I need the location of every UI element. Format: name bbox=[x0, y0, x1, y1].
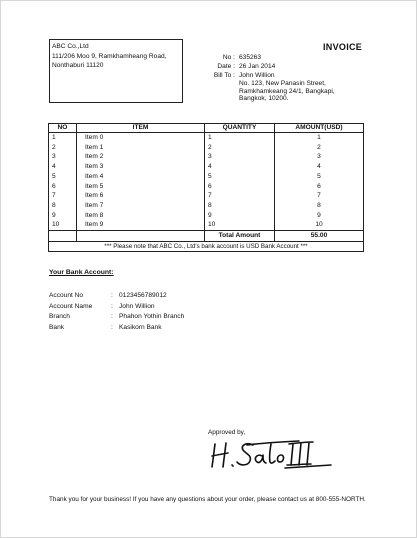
bank-row-label: Branch bbox=[49, 313, 70, 320]
bill-to-address-line1: No. 123, New Panasin Street, bbox=[239, 80, 326, 87]
row-amount: 8 bbox=[275, 201, 364, 211]
header-item: ITEM bbox=[77, 124, 205, 133]
row-no: 1 bbox=[49, 133, 77, 143]
row-quantity: 4 bbox=[205, 162, 275, 172]
row-item: Item 3 bbox=[77, 162, 205, 172]
row-item: Item 6 bbox=[77, 191, 205, 201]
header-quantity: QUANTITY bbox=[205, 124, 275, 133]
total-spacer bbox=[49, 231, 77, 242]
table-row bbox=[49, 162, 364, 172]
bill-to-address-line3: Bangkok, 10200. bbox=[239, 95, 289, 103]
items-table bbox=[48, 123, 364, 252]
row-no: 6 bbox=[49, 182, 77, 192]
table-row bbox=[49, 191, 364, 201]
row-amount: 4 bbox=[275, 162, 364, 172]
row-quantity: 6 bbox=[205, 182, 275, 192]
company-address-box bbox=[49, 39, 183, 103]
invoice-meta-values bbox=[239, 53, 369, 103]
row-no: 2 bbox=[49, 143, 77, 153]
bank-row-branch bbox=[49, 312, 184, 323]
row-quantity: 3 bbox=[205, 152, 275, 162]
row-item: Item 9 bbox=[77, 220, 205, 230]
bank-row-value: 0123456789012 bbox=[119, 292, 167, 299]
bank-note-row bbox=[49, 241, 364, 252]
bill-to-label: Bill To : bbox=[213, 72, 235, 79]
total-amount-value: 55.00 bbox=[275, 231, 364, 242]
footer-thank-you: Thank you for your business! If you have any questions about your order, please contact us at 800-555-NORTH. bbox=[49, 496, 366, 503]
invoice-meta-labels bbox=[208, 53, 235, 80]
bill-to-name: John Willion bbox=[239, 72, 275, 79]
table-row bbox=[49, 143, 364, 153]
table-row bbox=[49, 201, 364, 211]
handwritten-signature bbox=[207, 438, 337, 472]
invoice-title: INVOICE bbox=[323, 42, 363, 52]
bank-row-bank bbox=[49, 323, 184, 334]
table-row bbox=[49, 152, 364, 162]
row-quantity: 8 bbox=[205, 201, 275, 211]
bank-account-details bbox=[49, 291, 184, 333]
bank-row-separator: : bbox=[111, 323, 113, 331]
row-no: 4 bbox=[49, 162, 77, 172]
row-item: Item 5 bbox=[77, 182, 205, 192]
row-item: Item 1 bbox=[77, 143, 205, 153]
invoice-date-label: Date : bbox=[217, 63, 235, 70]
row-amount: 10 bbox=[275, 220, 364, 230]
row-no: 5 bbox=[49, 172, 77, 182]
row-no: 7 bbox=[49, 191, 77, 201]
bank-row-label: Account No bbox=[49, 292, 84, 299]
total-amount-label: Total Amount bbox=[205, 231, 275, 242]
invoice-no-label: No : bbox=[222, 54, 235, 61]
bank-row-separator: : bbox=[111, 292, 113, 299]
total-row bbox=[49, 231, 364, 242]
row-amount: 3 bbox=[275, 152, 364, 162]
row-amount: 7 bbox=[275, 191, 364, 201]
row-amount: 1 bbox=[275, 133, 364, 143]
items-table-header bbox=[49, 124, 364, 133]
row-quantity: 1 bbox=[205, 133, 275, 143]
approved-by-label: Approved by, bbox=[208, 429, 246, 436]
company-address-line2: Nonthaburi 11120 bbox=[52, 62, 104, 69]
bank-row-value: John Willion bbox=[119, 302, 155, 310]
row-quantity: 2 bbox=[205, 143, 275, 153]
bank-row-label: Account Name bbox=[49, 302, 93, 310]
bank-row-account-no bbox=[49, 291, 184, 302]
row-amount: 5 bbox=[275, 172, 364, 182]
row-item: Item 4 bbox=[77, 172, 205, 182]
bank-row-separator: : bbox=[111, 302, 113, 310]
bank-account-heading: Your Bank Account: bbox=[49, 269, 114, 276]
table-row bbox=[49, 220, 364, 230]
row-amount: 6 bbox=[275, 182, 364, 192]
row-quantity: 9 bbox=[205, 211, 275, 221]
row-no: 10 bbox=[49, 220, 77, 230]
bank-row-separator: : bbox=[111, 313, 113, 320]
row-no: 8 bbox=[49, 201, 77, 211]
row-item: Item 8 bbox=[77, 211, 205, 221]
invoice-date-value: 26 Jan 2014 bbox=[239, 63, 276, 70]
bank-row-account-name bbox=[49, 302, 184, 313]
total-spacer bbox=[77, 231, 205, 242]
bank-row-value: Kasikorn Bank bbox=[119, 323, 162, 331]
row-amount: 9 bbox=[275, 211, 364, 221]
row-amount: 2 bbox=[275, 143, 364, 153]
row-quantity: 5 bbox=[205, 172, 275, 182]
row-item: Item 7 bbox=[77, 201, 205, 211]
bill-to-address-line2: Ramkhamkeang 24/1, Bangkapi, bbox=[239, 87, 335, 95]
company-name: ABC Co.,Ltd bbox=[52, 43, 89, 50]
table-row bbox=[49, 172, 364, 182]
row-quantity: 7 bbox=[205, 191, 275, 201]
row-no: 9 bbox=[49, 211, 77, 221]
invoice-no-value: 635263 bbox=[239, 54, 262, 61]
header-amount: AMOUNT(USD) bbox=[275, 124, 364, 133]
row-item: Item 0 bbox=[77, 133, 205, 143]
row-item: Item 2 bbox=[77, 152, 205, 162]
bank-row-label: Bank bbox=[49, 323, 65, 331]
table-row bbox=[49, 133, 364, 143]
header-no: NO bbox=[49, 124, 77, 133]
bank-row-value: Phahon Yothin Branch bbox=[119, 313, 185, 320]
row-quantity: 10 bbox=[205, 220, 275, 230]
table-row bbox=[49, 182, 364, 192]
table-row bbox=[49, 211, 364, 221]
row-no: 3 bbox=[49, 152, 77, 162]
company-address-line1: 111/206 Moo 9, Ramkhamheang Road, bbox=[52, 52, 167, 60]
bank-note: *** Please note that ABC Co., Ltd's bank account is USD Bank Account *** bbox=[49, 241, 364, 252]
